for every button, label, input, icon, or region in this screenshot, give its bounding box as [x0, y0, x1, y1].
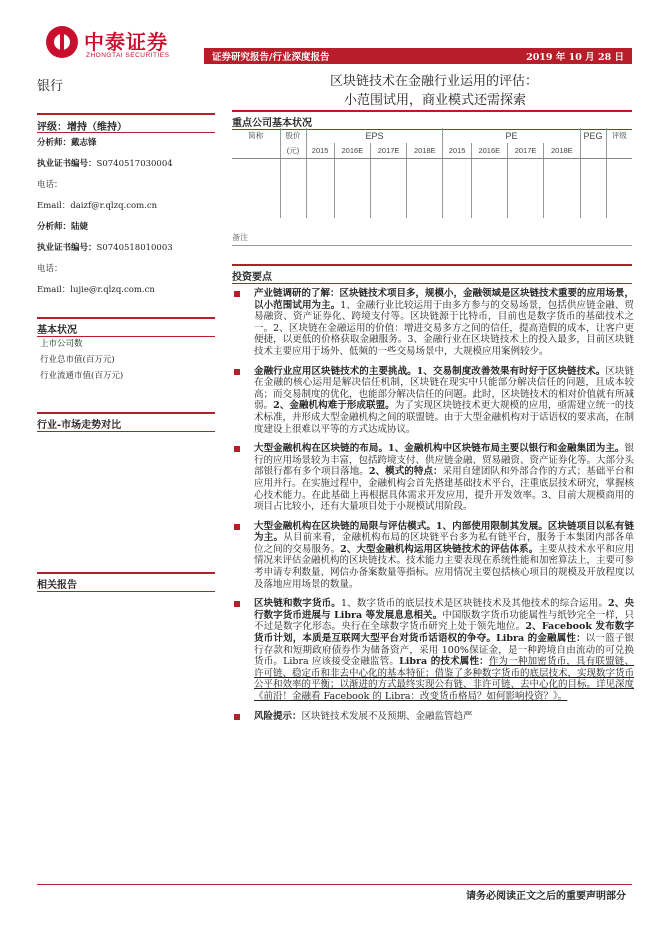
- brand-name: 中泰证券: [84, 30, 168, 54]
- analyst-1-email: Email：daizf@r.qlzq.com.cn: [37, 201, 158, 211]
- basic-info-item: 行业总市值(百万元): [40, 355, 115, 365]
- header-bar: [204, 48, 632, 64]
- report-date: 2019 年 10 月 28 日: [526, 52, 624, 63]
- year-cell: 2016E: [471, 143, 507, 158]
- bullet-icon: [234, 714, 240, 720]
- analyst-2-phone: 电话：: [37, 264, 63, 274]
- col-name: 简称: [248, 131, 264, 140]
- basic-info-item: 行业流通市值(百万元): [40, 371, 124, 381]
- bullet-icon: [234, 291, 240, 297]
- table-notes: 备注: [232, 233, 248, 242]
- footer-divider: [37, 884, 632, 885]
- list-item: 风险提示：区块链技术发展不及预期、金融监管趋严: [240, 711, 634, 723]
- analyst-1-name: 分析师：戴志锋: [37, 138, 97, 148]
- col-eps: EPS: [306, 128, 443, 143]
- bullet-icon: [234, 369, 240, 375]
- year-cell: 2016E: [334, 143, 370, 158]
- year-cell: 2015: [443, 143, 471, 158]
- related-reports-title: 相关报告: [37, 572, 215, 592]
- analyst-2-name: 分析师：陆婕: [37, 222, 89, 232]
- analyst-2-cert: 执业证书编号：S0740518010003: [37, 243, 173, 253]
- year-cell: 2018E: [407, 143, 443, 158]
- year-cell: 2015: [306, 143, 334, 158]
- logo-icon: [46, 26, 78, 58]
- analyst-1-phone: 电话：: [37, 180, 63, 190]
- bullet-icon: [234, 524, 240, 530]
- year-cell: 2017E: [370, 143, 406, 158]
- list-item: 产业链调研的了解：区块链技术项目多，规模小，金融领域是区块链技术重要的应用场景，以小范围试用为主。1、金融行业比较运用于由多方参与的交易场景，包括供应链金融、贸易融资、资产证券化、跨境支付等。区块链源于比特币，目前也是数字货币的基础技术之一。2、区块链在金融运用的价值：增进交易多方之间的信任，提高造假的成本，让客户更便捷，以更低的价格获取金融服务。3、金融行业在区块链技术上的投入最多，目前区块链技术主要应用于场外、低频的一些交易场景中，大规模应用案例较少。: [240, 288, 634, 358]
- key-companies-table: [232, 128, 632, 218]
- year-cell: 2018E: [544, 143, 580, 158]
- basic-info-title: 基本状况: [37, 317, 215, 337]
- invest-points: [240, 288, 634, 722]
- report-category: 证券研究报告/行业深度报告: [212, 52, 330, 63]
- bullet-icon: [234, 446, 240, 452]
- basic-info-item: 上市公司数: [40, 339, 83, 349]
- col-pe: PE: [443, 128, 580, 143]
- report-title-line2: 小范围试用，商业模式还需探索: [344, 93, 527, 108]
- col-rating: 评级: [606, 128, 632, 143]
- report-title-line1: 区块链技术在金融行业运用的评估：: [330, 74, 539, 89]
- divider: [232, 245, 632, 246]
- bullet-icon: [234, 601, 240, 607]
- trend-title: 行业-市场走势对比: [37, 412, 215, 432]
- col-price-unit: (元): [280, 143, 306, 158]
- list-item: 金融行业应用区块链技术的主要挑战。1、交易制度改善效果有时好于区块链技术。区块链在金融的核心运用是解决信任机制，区块链在现实中只能部分解决信任的问题，且成本较高；而交易制度的优化，也能部分解决信任的问题。此时，区块链技术的相对价值就有所减弱。2、金融机构难于形成联盟。为了实现区块链技术更大规模的应用，亟需建立统一的技术标准，并形成大型金融机构之间的联盟链。由于大型金融机构对于话语权的要求高，在制度建设上很难以平等的方式达成协议。: [240, 366, 634, 436]
- basic-info-list: [40, 336, 123, 384]
- analyst-panel: [37, 113, 215, 301]
- analyst-1-cert: 执业证书编号：S0740517030004: [37, 159, 173, 169]
- col-price: 股价: [280, 128, 306, 143]
- footer-disclaimer: 请务必阅读正文之后的重要声明部分: [466, 891, 626, 902]
- col-peg: PEG: [580, 128, 606, 143]
- list-item: 大型金融机构在区块链的布局。1、金融机构中区块链布局主要以银行和金融集团为主。银行的应用场景较为丰富，包括跨境支付、供应链金融、贸易融资、资产证券化等。大部分头部银行都有多个项目落地。2、模式的特点：采用自建团队和外部合作的方式；基础平台和应用并行。在实施过程中，金融机构会首先搭建基础技术平台，注重底层技术研究，掌握核心技术能力。在此基础上再根据具体需求开发应用，提升开发效率。3、目前大规模商用的项目占比较小，还有大量项目处于小规模试用阶段。: [240, 443, 634, 513]
- industry-label: 银行: [37, 79, 64, 94]
- analyst-2-email: Email：lujie@r.qlzq.com.cn: [37, 285, 155, 295]
- brand-name-en: ZHONGTAI SECURITIES: [86, 52, 170, 59]
- year-cell: 2017E: [507, 143, 543, 158]
- key-companies-title: 重点公司基本状况: [232, 110, 632, 130]
- list-item: 区块链和数字货币。1、数字货币的底层技术是区块链技术及其他技术的综合运用。2、央行数字货币进展与 Libra 等发展息息相关。中国版数字货币功能属性与纸钞完全一样，只不过是数字化形态。央行在全球数字货币研究上处于领先地位。2、Facebook 发布数字货币计划，本质是互联网大型平台对货币话语权的争夺。Libra 的金融属性：以一篮子银行存款和短期政府债券作为储备资产，采用 100%保证金，是一种跨境自由流动的可兑换货币。Libra 应该接受金融监管。Libra 的技术属性：作为一种加密货币，具有联盟链、许可链、稳定币和非去中心化的基本特征；借鉴了多种数字货币的底层技术，实现数字货币公平和效率的平衡；以渐进的方式最终实现公有链、非许可链、去中心化的目标。详见深度《前沿！金融看 Facebook 的 Libra：改变货币格局？如何影响投资？》。: [240, 598, 634, 702]
- rating: 评级：增持（维持）: [37, 113, 215, 133]
- invest-title: 投资要点: [232, 264, 632, 284]
- list-item: 大型金融机构在区块链的局限与评估模式。1、内部使用限制其发展。区块链项目以私有链为主。从目前来看，金融机构布局的区块链平台多为私有链平台，服务于本集团内部各单位之间的交易服务。2、大型金融机构运用区块链技术的评估体系。主要从技术水平和应用情况来评估金融机构的区块链技术。技术能力主要表现在系统性能和加密算法上，主要可参考申请专利数量、网信办备案数量等指标。应用情况主要包括核心项目的规模及开放程度以及落地应用场景的数量。: [240, 521, 634, 591]
